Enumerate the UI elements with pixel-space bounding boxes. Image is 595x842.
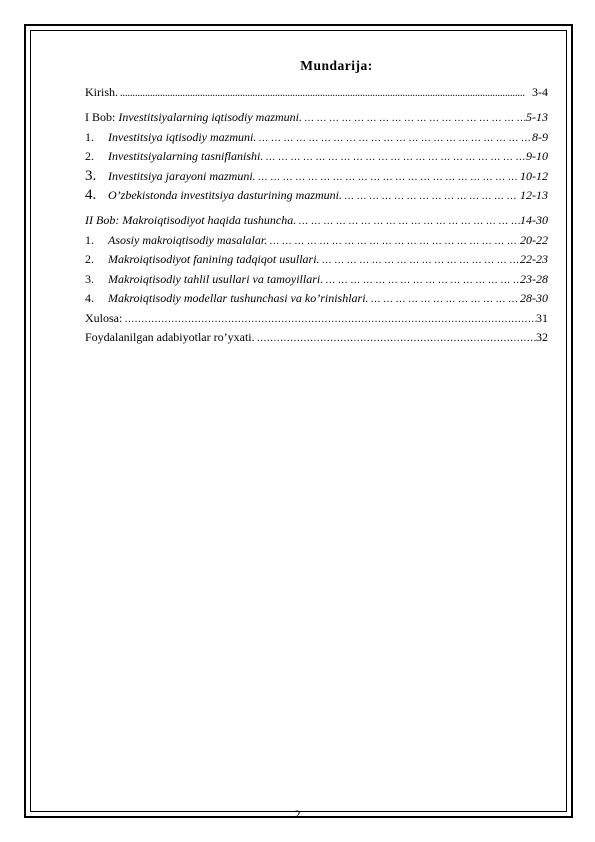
- toc-leader-dots: [267, 233, 520, 250]
- table-of-contents: [85, 58, 548, 346]
- toc-entry-label: Makroiqtisodiy modellar tushunchasi va ko’rinishlari.: [108, 291, 369, 305]
- toc-leader-dots: [342, 188, 520, 205]
- toc-entry-2-1[interactable]: [85, 232, 548, 249]
- toc-entry-prefix: 1.: [85, 232, 94, 247]
- toc-leader-dots: [263, 149, 526, 166]
- toc-entry-label: Kirish.: [85, 85, 118, 99]
- toc-entry-pages: 28-30: [520, 291, 548, 305]
- toc-entry-1-2[interactable]: [85, 148, 548, 165]
- toc-entry-prefix: 2.: [85, 252, 94, 266]
- toc-title: Mundarija:: [300, 58, 373, 73]
- toc-entry-chapter-1[interactable]: [85, 109, 548, 126]
- toc-entry-label: Investitsiya iqtisodiy mazmuni.: [108, 129, 257, 144]
- toc-entry-pages: 9-10: [526, 149, 548, 163]
- toc-entry-pages: 10-12: [520, 168, 548, 183]
- toc-entry-kirish[interactable]: [85, 84, 548, 101]
- toc-leader-dots: [256, 169, 520, 186]
- toc-entry-label: Investitsiya jarayoni mazmuni.: [108, 168, 256, 183]
- toc-entry-label: Xulosa:: [85, 310, 123, 325]
- toc-leader-dots: [302, 110, 526, 127]
- page-number: 2: [294, 807, 301, 821]
- toc-entry-prefix: II Bob:: [85, 213, 120, 227]
- toc-leader-dots: [323, 272, 520, 289]
- toc-leader-dots: [256, 130, 532, 147]
- toc-entry-pages: 3-4: [532, 85, 548, 99]
- toc-entry-label: Investitsiyalarning tasniflanishi.: [108, 149, 264, 163]
- toc-entry-prefix: 4.: [85, 187, 97, 203]
- toc-entry-label: Investitsiyalarning iqtisodiy mazmuni.: [118, 110, 302, 124]
- toc-entry-prefix: 2.: [85, 149, 94, 163]
- toc-entry-pages: 20-22: [520, 232, 548, 247]
- toc-entry-prefix: 4.: [85, 291, 94, 305]
- toc-entry-xulosa[interactable]: [85, 310, 548, 327]
- toc-entry-prefix: 3.: [85, 167, 97, 184]
- toc-entry-pages: 12-13: [520, 188, 548, 202]
- toc-entry-label: Makroiqtisodiyot fanining tadqiqot usullari.: [108, 252, 320, 266]
- toc-entry-pages: 31: [536, 310, 548, 325]
- toc-leader-dots: [118, 85, 532, 102]
- toc-entry-label: Makroiqtisodiyot haqida tushuncha.: [122, 213, 297, 227]
- toc-entry-1-1[interactable]: [85, 129, 548, 146]
- toc-entry-pages: 32: [536, 330, 548, 344]
- toc-entry-label: Foydalanilgan adabiyotlar ro’yxati.: [85, 330, 255, 344]
- toc-leader-dots: [122, 311, 536, 328]
- toc-entry-label: Makroiqtisodiy tahlil usullari va tamoyillari.: [108, 271, 324, 286]
- toc-entry-pages: 5-13: [526, 110, 548, 124]
- toc-entry-2-3[interactable]: [85, 271, 548, 288]
- toc-leader-dots: [369, 291, 520, 308]
- toc-entry-references[interactable]: [85, 329, 548, 346]
- toc-entry-1-4[interactable]: [85, 187, 548, 204]
- toc-entry-label: O’zbekistonda investitsiya dasturining mazmuni.: [108, 188, 342, 202]
- toc-entry-pages: 8-9: [532, 129, 548, 144]
- toc-entry-chapter-2[interactable]: [85, 212, 548, 229]
- toc-entry-prefix: 1.: [85, 129, 94, 144]
- toc-entry-prefix: I Bob:: [85, 110, 116, 124]
- toc-leader-dots: [296, 213, 520, 230]
- toc-leader-dots: [320, 252, 520, 269]
- toc-leader-dots: [255, 330, 536, 347]
- toc-entry-pages: 23-28: [520, 271, 548, 286]
- toc-entry-pages: 14-30: [520, 213, 548, 227]
- toc-entry-pages: 22-23: [520, 252, 548, 266]
- toc-entry-2-4[interactable]: [85, 290, 548, 307]
- toc-entry-prefix: 3.: [85, 271, 94, 286]
- toc-entry-2-2[interactable]: [85, 251, 548, 268]
- toc-entry-1-3[interactable]: [85, 168, 548, 185]
- toc-entry-label: Asosiy makroiqtisodiy masalalar.: [108, 232, 268, 247]
